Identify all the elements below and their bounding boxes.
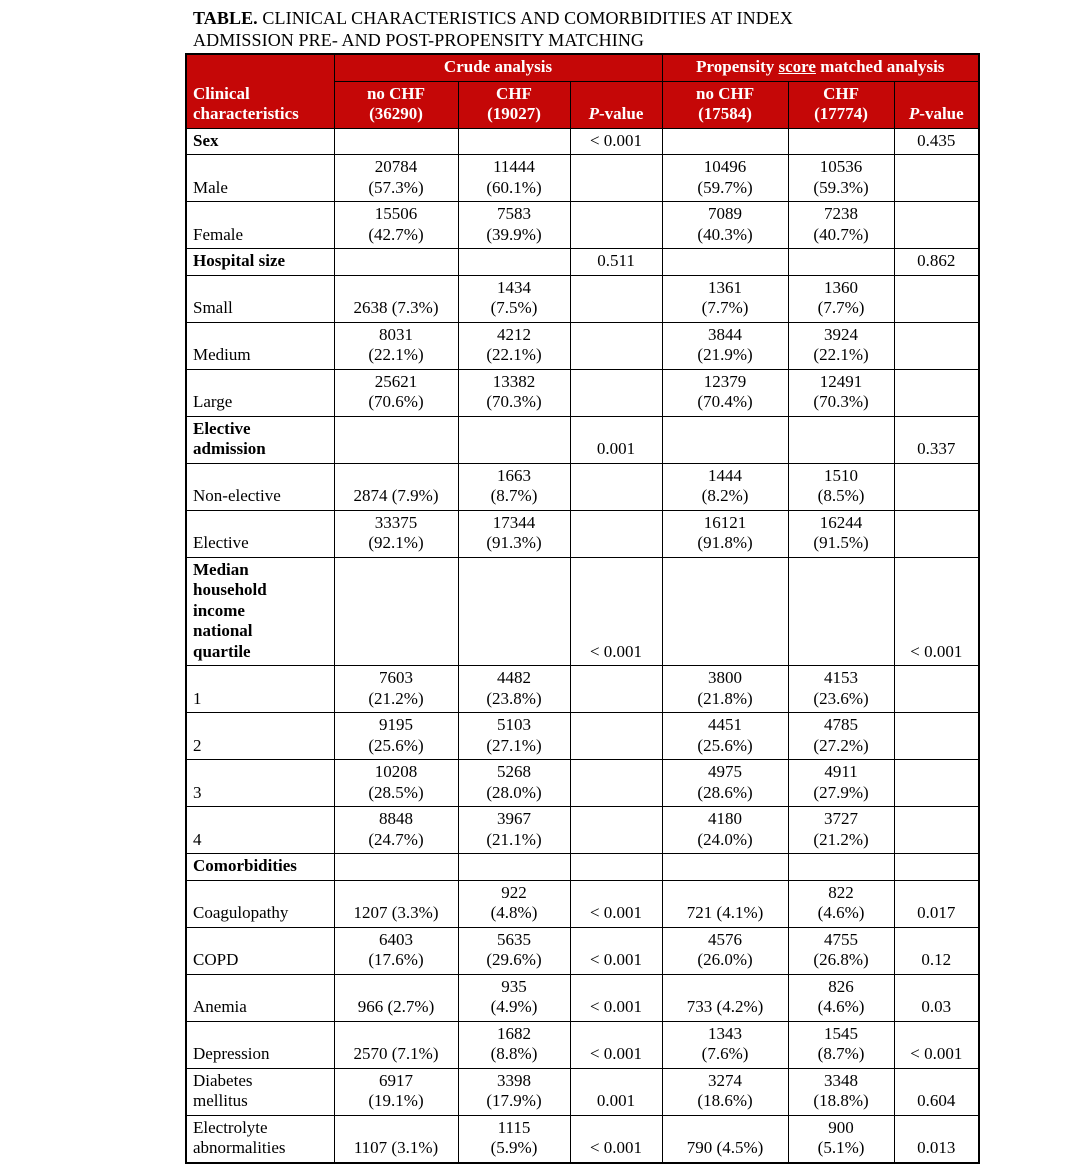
- data-cell: [894, 510, 979, 557]
- table-header: [186, 54, 979, 128]
- data-cell: 5635 (29.6%): [458, 927, 570, 974]
- data-cell: [458, 128, 570, 155]
- data-cell: [570, 760, 662, 807]
- data-cell: [894, 275, 979, 322]
- data-cell: [788, 416, 894, 463]
- data-cell: 9195 (25.6%): [334, 713, 458, 760]
- data-cell: 0.03: [894, 974, 979, 1021]
- data-cell: [334, 557, 458, 666]
- row-label: 1: [186, 666, 334, 713]
- data-cell: [894, 155, 979, 202]
- data-cell: < 0.001: [570, 1021, 662, 1068]
- data-cell: 4482 (23.8%): [458, 666, 570, 713]
- row-label: Depression: [186, 1021, 334, 1068]
- header-chf-matched-line1: CHF: [823, 83, 859, 103]
- data-cell: [570, 713, 662, 760]
- data-cell: 4911 (27.9%): [788, 760, 894, 807]
- row-label: Elective admission: [186, 416, 334, 463]
- data-cell: 10536 (59.3%): [788, 155, 894, 202]
- data-cell: 1663 (8.7%): [458, 463, 570, 510]
- data-cell: 0.017: [894, 880, 979, 927]
- table-title-prefix: TABLE.: [193, 8, 258, 28]
- data-cell: [894, 713, 979, 760]
- data-cell: 0.435: [894, 128, 979, 155]
- data-cell: 966 (2.7%): [334, 974, 458, 1021]
- table-row: [186, 557, 979, 666]
- data-cell: < 0.001: [570, 557, 662, 666]
- row-label: Sex: [186, 128, 334, 155]
- data-cell: [894, 463, 979, 510]
- table-row: [186, 1021, 979, 1068]
- row-label: 3: [186, 760, 334, 807]
- data-cell: 0.013: [894, 1115, 979, 1163]
- row-label: Medium: [186, 322, 334, 369]
- data-cell: 1682 (8.8%): [458, 1021, 570, 1068]
- data-cell: 4180 (24.0%): [662, 807, 788, 854]
- table-row: [186, 807, 979, 854]
- data-cell: [894, 807, 979, 854]
- data-cell: < 0.001: [570, 128, 662, 155]
- table-title: [193, 7, 913, 51]
- header-pvalue-matched: [894, 81, 979, 128]
- row-label: 2: [186, 713, 334, 760]
- table-row: [186, 666, 979, 713]
- data-cell: 733 (4.2%): [662, 974, 788, 1021]
- data-cell: 10208 (28.5%): [334, 760, 458, 807]
- table-row: [186, 974, 979, 1021]
- row-label: Hospital size: [186, 249, 334, 276]
- data-cell: 20784 (57.3%): [334, 155, 458, 202]
- data-cell: 935 (4.9%): [458, 974, 570, 1021]
- data-cell: [894, 760, 979, 807]
- table-row: [186, 155, 979, 202]
- data-cell: [570, 666, 662, 713]
- data-cell: 3924 (22.1%): [788, 322, 894, 369]
- row-label: Small: [186, 275, 334, 322]
- data-cell: 1343 (7.6%): [662, 1021, 788, 1068]
- table-row: [186, 1068, 979, 1115]
- data-cell: [570, 369, 662, 416]
- data-cell: 12491 (70.3%): [788, 369, 894, 416]
- data-cell: 7089 (40.3%): [662, 202, 788, 249]
- row-label: Elective: [186, 510, 334, 557]
- data-cell: < 0.001: [570, 1115, 662, 1163]
- data-cell: [662, 557, 788, 666]
- data-cell: 3967 (21.1%): [458, 807, 570, 854]
- data-cell: 2874 (7.9%): [334, 463, 458, 510]
- header-matched-underlined-word: score: [778, 57, 816, 76]
- header-matched-prefix: Propensity: [696, 57, 779, 76]
- header-chf-matched: [788, 81, 894, 128]
- row-label: Male: [186, 155, 334, 202]
- table-row: [186, 713, 979, 760]
- table-row: [186, 1115, 979, 1163]
- table-title-line2: ADMISSION PRE- AND POST-PROPENSITY MATCHING: [193, 30, 645, 50]
- header-no-chf-matched-line1: no CHF: [695, 83, 755, 103]
- data-cell: [570, 463, 662, 510]
- data-cell: [458, 557, 570, 666]
- data-cell: 8848 (24.7%): [334, 807, 458, 854]
- data-cell: 2638 (7.3%): [334, 275, 458, 322]
- data-cell: [894, 202, 979, 249]
- data-cell: [570, 202, 662, 249]
- data-cell: 1545 (8.7%): [788, 1021, 894, 1068]
- data-cell: < 0.001: [894, 1021, 979, 1068]
- header-pvalue-crude-rest: -value: [599, 104, 644, 123]
- data-cell: [334, 854, 458, 881]
- data-cell: [458, 249, 570, 276]
- data-cell: < 0.001: [570, 927, 662, 974]
- table-row: [186, 275, 979, 322]
- data-cell: [570, 155, 662, 202]
- table-row: [186, 202, 979, 249]
- data-cell: 7238 (40.7%): [788, 202, 894, 249]
- data-cell: 1510 (8.5%): [788, 463, 894, 510]
- header-pvalue-matched-rest: -value: [919, 104, 964, 123]
- data-cell: 0.001: [570, 416, 662, 463]
- data-cell: 16121 (91.8%): [662, 510, 788, 557]
- data-cell: 826 (4.6%): [788, 974, 894, 1021]
- row-label: Comorbidities: [186, 854, 334, 881]
- table-row: [186, 510, 979, 557]
- header-chf-crude-line1: CHF: [496, 83, 532, 103]
- data-cell: [570, 510, 662, 557]
- data-cell: [788, 249, 894, 276]
- data-cell: 4153 (23.6%): [788, 666, 894, 713]
- clinical-characteristics-table: [185, 53, 980, 1164]
- data-cell: 900 (5.1%): [788, 1115, 894, 1163]
- data-cell: [662, 854, 788, 881]
- table-row: [186, 854, 979, 881]
- data-cell: 0.337: [894, 416, 979, 463]
- data-cell: 4212 (22.1%): [458, 322, 570, 369]
- header-no-chf-crude: [334, 81, 458, 128]
- data-cell: [334, 128, 458, 155]
- header-pvalue-matched-italic: P: [908, 104, 920, 123]
- data-cell: 790 (4.5%): [662, 1115, 788, 1163]
- header-no-chf-crude-line1: no CHF: [366, 83, 426, 103]
- data-cell: [894, 322, 979, 369]
- table-title-line1: [193, 7, 913, 29]
- header-matched-suffix: matched analysis: [815, 57, 945, 76]
- data-cell: [458, 416, 570, 463]
- data-cell: [662, 128, 788, 155]
- table-row: [186, 249, 979, 276]
- header-pvalue-crude-italic: P: [588, 104, 600, 123]
- data-cell: 1361 (7.7%): [662, 275, 788, 322]
- data-cell: 1115 (5.9%): [458, 1115, 570, 1163]
- data-cell: 5268 (28.0%): [458, 760, 570, 807]
- data-cell: 3274 (18.6%): [662, 1068, 788, 1115]
- data-cell: [788, 128, 894, 155]
- data-cell: 4576 (26.0%): [662, 927, 788, 974]
- data-cell: 11444 (60.1%): [458, 155, 570, 202]
- data-cell: [570, 322, 662, 369]
- data-cell: 1360 (7.7%): [788, 275, 894, 322]
- data-cell: 2570 (7.1%): [334, 1021, 458, 1068]
- data-cell: [570, 854, 662, 881]
- row-label: Anemia: [186, 974, 334, 1021]
- header-no-chf-matched: [662, 81, 788, 128]
- data-cell: [662, 416, 788, 463]
- data-cell: 7603 (21.2%): [334, 666, 458, 713]
- data-cell: [894, 369, 979, 416]
- table-row: [186, 322, 979, 369]
- data-cell: 6917 (19.1%): [334, 1068, 458, 1115]
- table-row: [186, 416, 979, 463]
- data-cell: 1434 (7.5%): [458, 275, 570, 322]
- data-cell: 822 (4.6%): [788, 880, 894, 927]
- header-chf-crude-line2: (19027): [487, 104, 541, 123]
- data-cell: 0.511: [570, 249, 662, 276]
- data-cell: 10496 (59.7%): [662, 155, 788, 202]
- data-cell: 16244 (91.5%): [788, 510, 894, 557]
- row-label: Non-elective: [186, 463, 334, 510]
- table-row: [186, 927, 979, 974]
- data-cell: 721 (4.1%): [662, 880, 788, 927]
- data-cell: 12379 (70.4%): [662, 369, 788, 416]
- data-cell: 922 (4.8%): [458, 880, 570, 927]
- data-cell: 17344 (91.3%): [458, 510, 570, 557]
- header-no-chf-crude-line2: (36290): [369, 104, 423, 123]
- header-group-row: [186, 54, 979, 81]
- header-chf-matched-line2: (17774): [814, 104, 868, 123]
- table-row: [186, 880, 979, 927]
- row-label: Median household income national quartile: [186, 557, 334, 666]
- data-cell: 3844 (21.9%): [662, 322, 788, 369]
- data-cell: < 0.001: [570, 880, 662, 927]
- data-cell: 7583 (39.9%): [458, 202, 570, 249]
- header-group-propensity-matched: [662, 54, 979, 81]
- row-label: Diabetes mellitus: [186, 1068, 334, 1115]
- data-cell: [570, 275, 662, 322]
- data-cell: 3398 (17.9%): [458, 1068, 570, 1115]
- data-cell: 0.001: [570, 1068, 662, 1115]
- data-cell: < 0.001: [570, 974, 662, 1021]
- row-label: Coagulopathy: [186, 880, 334, 927]
- data-cell: 8031 (22.1%): [334, 322, 458, 369]
- data-cell: [894, 666, 979, 713]
- data-cell: 3727 (21.2%): [788, 807, 894, 854]
- data-cell: 4755 (26.8%): [788, 927, 894, 974]
- data-cell: [458, 854, 570, 881]
- data-cell: 33375 (92.1%): [334, 510, 458, 557]
- table-title-line1-rest: CLINICAL CHARACTERISTICS AND COMORBIDITIES AT INDEX: [257, 8, 794, 28]
- row-label: Electrolyte abnormalities: [186, 1115, 334, 1163]
- data-cell: < 0.001: [894, 557, 979, 666]
- data-cell: [570, 807, 662, 854]
- data-cell: 13382 (70.3%): [458, 369, 570, 416]
- table-body: [186, 128, 979, 1163]
- table-row: [186, 760, 979, 807]
- data-cell: 4451 (25.6%): [662, 713, 788, 760]
- data-cell: [894, 854, 979, 881]
- data-cell: [788, 557, 894, 666]
- data-cell: 0.12: [894, 927, 979, 974]
- data-cell: 25621 (70.6%): [334, 369, 458, 416]
- data-cell: 5103 (27.1%): [458, 713, 570, 760]
- data-cell: [334, 249, 458, 276]
- data-cell: 0.604: [894, 1068, 979, 1115]
- table-row: [186, 369, 979, 416]
- data-cell: 3348 (18.8%): [788, 1068, 894, 1115]
- header-clinical-characteristics: Clinical characteristics: [186, 54, 334, 128]
- data-cell: 3800 (21.8%): [662, 666, 788, 713]
- row-label: COPD: [186, 927, 334, 974]
- table-row: [186, 463, 979, 510]
- row-label: Large: [186, 369, 334, 416]
- row-label: Female: [186, 202, 334, 249]
- data-cell: [788, 854, 894, 881]
- row-label: 4: [186, 807, 334, 854]
- data-cell: [662, 249, 788, 276]
- header-group-crude-analysis: Crude analysis: [334, 54, 662, 81]
- data-cell: 4975 (28.6%): [662, 760, 788, 807]
- header-no-chf-matched-line2: (17584): [698, 104, 752, 123]
- data-cell: 0.862: [894, 249, 979, 276]
- data-cell: 1444 (8.2%): [662, 463, 788, 510]
- data-cell: 4785 (27.2%): [788, 713, 894, 760]
- data-cell: [334, 416, 458, 463]
- header-pvalue-crude: [570, 81, 662, 128]
- table-row: [186, 128, 979, 155]
- data-cell: 6403 (17.6%): [334, 927, 458, 974]
- header-chf-crude: [458, 81, 570, 128]
- data-cell: 1107 (3.1%): [334, 1115, 458, 1163]
- data-cell: 15506 (42.7%): [334, 202, 458, 249]
- data-cell: 1207 (3.3%): [334, 880, 458, 927]
